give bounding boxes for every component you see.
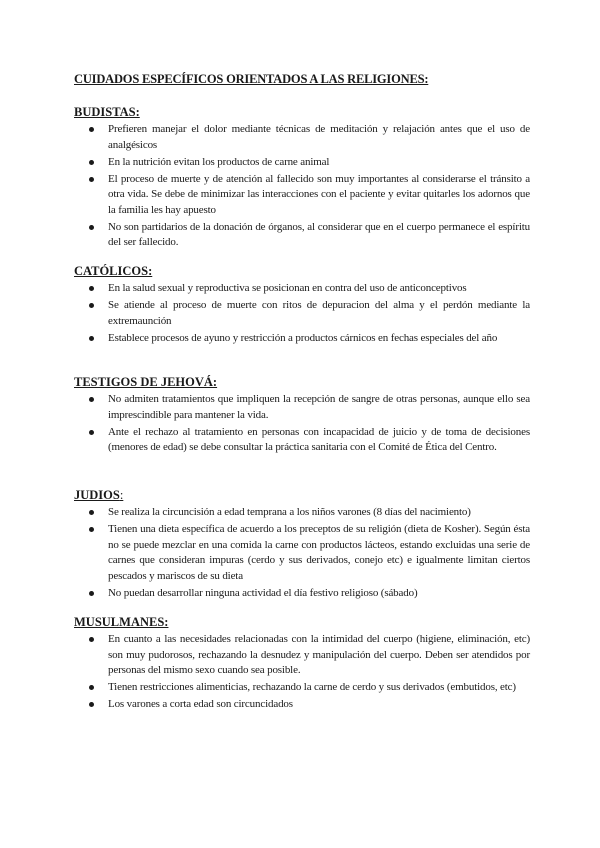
list-item bbox=[74, 298, 530, 329]
bullet-icon bbox=[89, 303, 94, 308]
list-item bbox=[74, 522, 530, 584]
list-item bbox=[74, 632, 530, 679]
section-heading-text: TESTIGOS DE JEHOVÁ: bbox=[74, 375, 218, 389]
document-title: CUIDADOS ESPECÍFICOS ORIENTADOS A LAS RELIGIONES: bbox=[74, 72, 429, 86]
section-budistas bbox=[74, 104, 530, 252]
list-item bbox=[74, 680, 530, 696]
list-item bbox=[74, 392, 530, 423]
bullet-list bbox=[74, 281, 530, 346]
list-item bbox=[74, 697, 530, 713]
bullet-icon bbox=[89, 397, 94, 402]
list-item-text: Los varones a corta edad son circuncidados bbox=[108, 698, 293, 710]
section-heading-text: JUDIOS bbox=[74, 488, 120, 502]
list-item bbox=[74, 586, 530, 602]
bullet-icon bbox=[89, 510, 94, 515]
section-heading bbox=[74, 263, 530, 279]
bullet-icon bbox=[89, 177, 94, 182]
section-heading bbox=[74, 374, 530, 390]
list-item bbox=[74, 172, 530, 219]
bullet-icon bbox=[89, 127, 94, 132]
section-heading bbox=[74, 104, 530, 120]
section-heading-colon: : bbox=[119, 488, 124, 502]
list-item-text: Tienen una dieta específica de acuerdo a los preceptos de su religión (dieta de Kosher). Según ésta no se puede mezclar en una comida la carne con productos lácteos, estando excluidas una serie de carnes que consideran impuras (cerdo y sus derivados, conejo etc) e igualmente limitan ciertos pescados y mariscos de su dieta bbox=[108, 523, 530, 582]
section-judios bbox=[74, 487, 530, 603]
list-item-text: No puedan desarrollar ninguna actividad el día festivo religioso (sábado) bbox=[108, 586, 418, 599]
list-item-text: Prefieren manejar el dolor mediante técnicas de meditación y relajación antes que el uso de analgésicos bbox=[108, 123, 530, 151]
section-heading bbox=[74, 614, 530, 630]
list-item-text: En la salud sexual y reproductiva se posicionan en contra del uso de anticonceptivos bbox=[108, 282, 467, 294]
bullet-list bbox=[74, 632, 530, 713]
list-item bbox=[74, 281, 530, 297]
list-item-text: Se realiza la circuncisión a edad temprana a los niños varones (8 días del nacimiento) bbox=[108, 506, 471, 518]
bullet-icon bbox=[89, 637, 94, 642]
list-item-text: El proceso de muerte y de atención al fallecido son muy importantes al considerarse el tránsito a otra vida. Se debe de minimizar las interacciones con el paciente y evitar quitarles los adornos que la familia les hay apuesto bbox=[108, 172, 530, 216]
list-item bbox=[74, 220, 530, 251]
bullet-icon bbox=[89, 702, 94, 707]
section-testigos-de-jehova bbox=[74, 374, 530, 457]
list-item-text: No admiten tratamientos que impliquen la recepción de sangre de otras personas, aunque ello sea imprescindible para mantener la vida. bbox=[108, 393, 530, 421]
bullet-icon bbox=[89, 336, 94, 341]
list-item-text: En la nutrición evitan los productos de carne animal bbox=[108, 155, 330, 168]
bullet-icon bbox=[89, 527, 94, 532]
list-item-text: Se atiende al proceso de muerte con ritos de depuracion del alma y el perdón mediante la extremaunción bbox=[108, 299, 530, 327]
list-item-text: No son partidarios de la donación de órganos, al considerar que en el cuerpo permanece el espíritu del ser fallecido. bbox=[108, 220, 530, 248]
bullet-icon bbox=[89, 225, 94, 230]
list-item bbox=[74, 331, 530, 347]
bullet-icon bbox=[89, 286, 94, 291]
bullet-icon bbox=[89, 160, 94, 165]
section-musulmanes bbox=[74, 614, 530, 714]
bullet-list bbox=[74, 122, 530, 251]
list-item-text: Ante el rechazo al tratamiento en personas con incapacidad de juicio y de toma de decisiones (menores de edad) se debe consultar la práctica sanitaria con el Comité de Ética del Centro. bbox=[108, 425, 530, 453]
section-heading-text: CATÓLICOS: bbox=[74, 264, 153, 278]
section-catolicos bbox=[74, 263, 530, 348]
list-item-text: Establece procesos de ayuno y restricción a productos cárnicos en fechas especiales del año bbox=[108, 331, 498, 344]
section-heading bbox=[74, 487, 530, 503]
bullet-list bbox=[74, 392, 530, 456]
list-item-text: Tienen restricciones alimenticias, rechazando la carne de cerdo y sus derivados (embutidos, etc) bbox=[108, 681, 516, 693]
list-item bbox=[74, 425, 530, 456]
section-heading-text: BUDISTAS: bbox=[74, 105, 140, 119]
section-heading-text: MUSULMANES: bbox=[74, 615, 169, 629]
bullet-icon bbox=[89, 685, 94, 690]
bullet-icon bbox=[89, 591, 94, 596]
list-item bbox=[74, 122, 530, 153]
bullet-icon bbox=[89, 430, 94, 435]
list-item bbox=[74, 505, 530, 521]
list-item bbox=[74, 155, 530, 171]
bullet-list bbox=[74, 505, 530, 601]
list-item-text: En cuanto a las necesidades relacionadas con la intimidad del cuerpo (higiene, eliminación, etc) son muy pudorosos, rechazando la desnudez y manipulación del cuerpo. Deben ser atendidos por personas del mismo sexo cuando sea posible. bbox=[108, 633, 530, 676]
